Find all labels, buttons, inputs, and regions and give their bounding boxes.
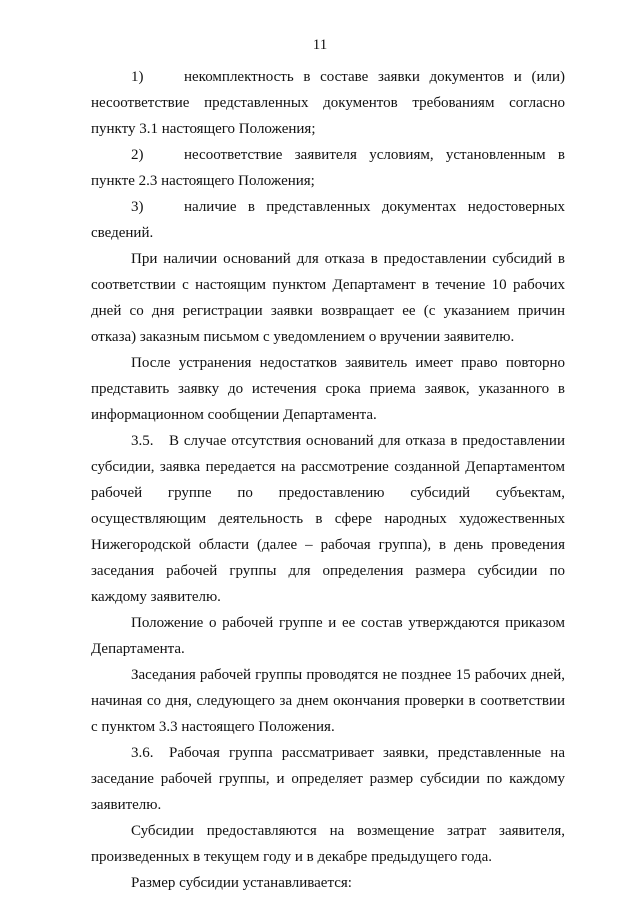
clause-3-5 xyxy=(91,428,565,610)
list-item-2 xyxy=(91,142,565,194)
paragraph-refusal: При наличии оснований для отказа в предоставлении субсидий в соответствии с настоящим пунктом Департамент в течение 10 рабочих дней со дня регистрации заявки возвращает ее (с указанием причин отказа) заказным письмом с уведомлением о вручении заявителю. xyxy=(91,251,565,345)
paragraph-resubmit: После устранения недостатков заявитель имеет право повторно представить заявку до истечения срока приема заявок, указанного в информационном сообщении Департамента. xyxy=(91,355,565,423)
paragraph-subsidies: Субсидии предоставляются на возмещение затрат заявителя, произведенных в текущем году и в декабре предыдущего года. xyxy=(91,823,565,865)
clause-text: В случае отсутствия оснований для отказа в предоставлении субсидии, заявка передается на рассмотрение созданной Департаментом рабочей группе по предоставлению субсидий субъектам, осуществляющим деятельность в сфере народных художественных Нижегородской области (далее – рабочая группа), в день проведения заседания рабочей группы для определения размера субсидии по каждому заявителю. xyxy=(91,433,565,605)
list-item-text: некомплектность в составе заявки документов и (или) несоответствие представленных документов требованиям согласно пункту 3.1 настоящего Положения; xyxy=(91,69,565,137)
clause-3-6 xyxy=(91,740,565,818)
clause-number: 3.5. xyxy=(131,433,154,449)
page-number: 11 xyxy=(312,37,328,53)
paragraph-amount: Размер субсидии устанавливается: xyxy=(131,875,352,891)
list-item-text: наличие в представленных документах недостоверных сведений. xyxy=(91,199,565,241)
list-item-number: 1) xyxy=(131,69,144,85)
list-item-number: 2) xyxy=(131,147,144,163)
clause-number: 3.6. xyxy=(131,745,154,761)
document-body xyxy=(91,64,565,896)
paragraph-working-group: Положение о рабочей группе и ее состав утверждаются приказом Департамента. xyxy=(91,615,565,657)
list-item-3 xyxy=(91,194,565,246)
paragraph-meetings: Заседания рабочей группы проводятся не позднее 15 рабочих дней, начиная со дня, следующего за днем окончания проверки в соответствии с пунктом 3.3 настоящего Положения. xyxy=(91,667,565,735)
list-item-1 xyxy=(91,64,565,142)
list-item-text: несоответствие заявителя условиям, установленным в пункте 2.3 настоящего Положения; xyxy=(91,147,565,189)
clause-text: Рабочая группа рассматривает заявки, представленные на заседание рабочей группы, и определяет размер субсидии по каждому заявителю. xyxy=(91,745,565,813)
list-item-number: 3) xyxy=(131,199,144,215)
